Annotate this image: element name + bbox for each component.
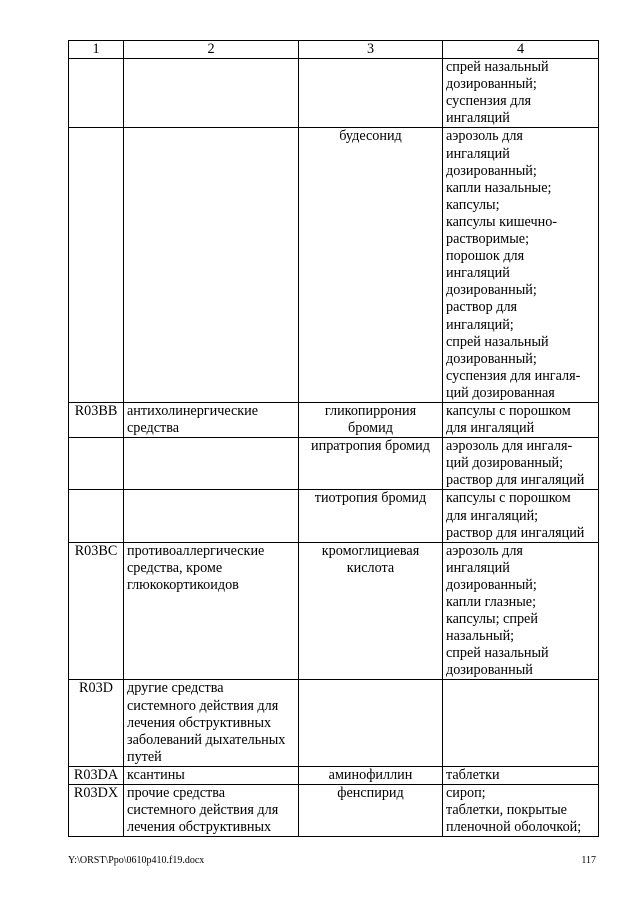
dosage-form-cell (443, 680, 599, 766)
cell-line: ипратропия бромид (311, 438, 430, 455)
cell-line: бромид (348, 420, 393, 437)
table-row (69, 542, 599, 680)
cell-line: лечения обструктивных (127, 819, 272, 836)
header-cell-2: 2 (124, 41, 299, 59)
substance-cell (299, 680, 443, 766)
dosage-form-cell (443, 785, 599, 837)
cell-line: дозированный; (446, 576, 537, 593)
atc-code-cell (69, 128, 124, 403)
cell-line: ингаляций (446, 265, 510, 282)
cell-line: раствор для ингаляций (446, 524, 585, 541)
atc-code-cell (69, 542, 124, 680)
substance-cell (299, 59, 443, 128)
cell-line: аэрозоль для ингаля- (446, 438, 573, 455)
cell-line: аэрозоль для (446, 128, 523, 145)
cell-line: системного действия для (127, 697, 279, 714)
cell-line: кислота (346, 559, 395, 576)
cell-line: капли назальные; (446, 179, 552, 196)
cell-line: ингаляций; (446, 316, 514, 333)
cell-line: ций дозированный; (446, 455, 564, 472)
cell-line: капсулы; (446, 196, 500, 213)
group-name-cell (124, 785, 299, 837)
footer-file-path: Y:\ORST\Ppo\0610p410.f19.docx (68, 855, 205, 866)
cell-line: R03BB (74, 402, 118, 419)
substance-cell (299, 402, 443, 437)
substance-cell (299, 542, 443, 680)
cell-line: капсулы; спрей (446, 611, 538, 628)
cell-line: ксантины (127, 766, 185, 783)
cell-line: порошок для (446, 248, 525, 265)
group-name-cell (124, 128, 299, 403)
header-cell-3: 3 (299, 41, 443, 59)
table-header (69, 41, 599, 59)
dosage-form-cell (443, 766, 599, 784)
cell-line: кромоглициевая (321, 542, 420, 559)
table-row (69, 766, 599, 784)
group-name-cell (124, 766, 299, 784)
atc-code-cell (69, 59, 124, 128)
dosage-form-cell (443, 490, 599, 542)
cell-line: аэрозоль для (446, 542, 523, 559)
header-row (69, 41, 599, 59)
group-name-cell (124, 542, 299, 680)
table-row (69, 785, 599, 837)
group-name-cell (124, 402, 299, 437)
cell-line: лечения обструктивных (127, 714, 272, 731)
cell-line: системного действия для (127, 802, 279, 819)
dosage-form-cell (443, 438, 599, 490)
cell-line: для ингаляций; (446, 507, 539, 524)
header-cell-1: 1 (69, 41, 124, 59)
cell-line: спрей назальный (446, 645, 549, 662)
table-row (69, 438, 599, 490)
table-row (69, 59, 599, 128)
atc-code-cell (69, 490, 124, 542)
cell-line: таблетки, покрытые (446, 802, 567, 819)
table-row (69, 128, 599, 403)
cell-line: спрей назальный (446, 333, 549, 350)
table-row (69, 490, 599, 542)
dosage-form-cell (443, 59, 599, 128)
atc-code-cell (69, 438, 124, 490)
cell-line: таблетки (446, 766, 500, 783)
cell-line: R03D (79, 680, 113, 697)
cell-line: суспензия для (446, 93, 532, 110)
cell-line: ингаляций (446, 559, 510, 576)
table-row (69, 402, 599, 437)
group-name-cell (124, 59, 299, 128)
cell-line: средства (127, 420, 180, 437)
drug-classification-table (68, 40, 599, 837)
substance-cell (299, 128, 443, 403)
cell-line: тиотропия бромид (314, 490, 427, 507)
cell-line: противоаллергические (127, 542, 265, 559)
cell-line: дозированный; (446, 76, 537, 93)
cell-line: R03DA (73, 766, 119, 783)
cell-line: для ингаляций (446, 420, 535, 437)
cell-line: заболеваний дыхательных (127, 731, 286, 748)
cell-line: глюкокортикоидов (127, 576, 239, 593)
cell-line: суспензия для ингаля- (446, 367, 581, 384)
cell-line: спрей назальный (446, 59, 549, 76)
substance-cell (299, 438, 443, 490)
cell-line: путей (127, 748, 162, 765)
cell-line: пленочной оболочкой; (446, 819, 582, 836)
cell-line: капсулы кишечно- (446, 213, 558, 230)
cell-line: капсулы с порошком (446, 402, 571, 419)
group-name-cell (124, 490, 299, 542)
cell-line: капли глазные; (446, 594, 537, 610)
table-row (69, 680, 599, 766)
substance-cell (299, 785, 443, 837)
substance-cell (299, 766, 443, 784)
cell-line: капсулы с порошком (446, 490, 571, 507)
cell-line: дозированный; (446, 162, 537, 179)
atc-code-cell (69, 680, 124, 766)
cell-line: назальный; (446, 628, 515, 645)
group-name-cell (124, 680, 299, 766)
cell-line: R03DX (73, 785, 119, 802)
table-body (69, 59, 599, 837)
cell-line: ингаляций (446, 110, 510, 127)
atc-code-cell (69, 402, 124, 437)
cell-line: прочие средства (127, 785, 226, 802)
cell-line: R03BC (74, 542, 118, 559)
page-number: 117 (581, 855, 596, 866)
dosage-form-cell (443, 542, 599, 680)
cell-line: будесонид (339, 128, 402, 145)
cell-line: антихолинергические (127, 402, 259, 419)
dosage-form-cell (443, 402, 599, 437)
cell-line: ингаляций (446, 145, 510, 162)
atc-code-cell (69, 766, 124, 784)
cell-line: другие средства (127, 680, 224, 697)
cell-line: раствор для (446, 299, 518, 316)
header-cell-4: 4 (443, 41, 599, 59)
cell-line: дозированный; (446, 282, 537, 299)
substance-cell (299, 490, 443, 542)
cell-line: раствор для ингаляций (446, 472, 585, 489)
dosage-form-cell (443, 128, 599, 403)
cell-line: ций дозированная (446, 384, 555, 401)
cell-line: дозированный (446, 662, 533, 679)
atc-code-cell (69, 785, 124, 837)
cell-line: сироп; (446, 785, 486, 802)
cell-line: фенспирид (337, 785, 404, 802)
cell-line: гликопиррония (324, 402, 417, 419)
cell-line: средства, кроме (127, 559, 223, 576)
cell-line: аминофиллин (328, 766, 413, 783)
cell-line: дозированный; (446, 350, 537, 367)
group-name-cell (124, 438, 299, 490)
cell-line: растворимые; (446, 231, 530, 248)
